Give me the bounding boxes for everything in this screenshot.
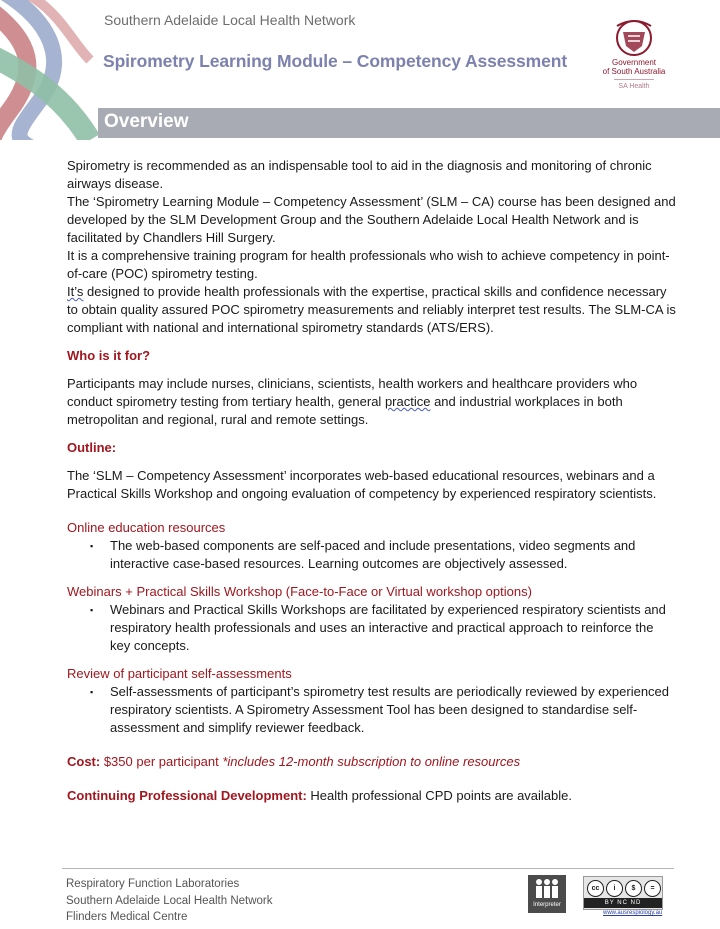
footer-line-2: Southern Adelaide Local Health Network — [66, 894, 273, 907]
section-title-review: Review of participant self-assessments — [67, 666, 292, 681]
overview-paragraph-4 — [67, 283, 677, 337]
sa-government-logo — [594, 18, 674, 94]
no-derivatives-icon: = — [644, 880, 661, 897]
document-title: Spirometry Learning Module – Competency Assessment — [103, 51, 568, 71]
helix-decoration — [0, 0, 100, 140]
overview-paragraph-4-text: designed to provide health professionals with the expertise, practical skills and confidence necessary to obtain quality assured POC spirometry measurements and reliably interpret test results. The SLM-CA is compliant with national and international spirometry standards (ATS/ERS). — [67, 284, 676, 335]
overview-paragraph-1: Spirometry is recommended as an indispensable tool to aid in the diagnosis and monitoring of chronic airways disease. — [67, 158, 652, 191]
who-text-a: Participants may include nurses, clinicians, scientists, health workers and healthcare providers who conduct spirometry testing from tertiary health, general — [67, 376, 638, 409]
cost-label: Cost: — [67, 754, 101, 769]
bullet-text-online: The web-based components are self-paced and include presentations, video segments and interactive case-based resources. Learning outcomes are objectively assessed. — [110, 538, 636, 571]
who-paragraph — [67, 375, 677, 429]
spellcheck-word: It’s — [67, 284, 84, 299]
overview-paragraph-2: The ‘Spirometry Learning Module – Competency Assessment’ (SLM – CA) course has been designed and developed by the SLM Development Group and the Southern Adelaide Local Health Network and is facilitated by Chandlers Hill Surgery. — [67, 194, 676, 245]
interpreter-icon — [528, 875, 566, 913]
cost-value: $350 per participant — [100, 754, 223, 769]
interpreter-label: Interpreter — [533, 902, 561, 908]
outline-paragraph: The ‘SLM – Competency Assessment’ incorporates web-based educational resources, webinars and a Practical Skills Workshop and ongoing evaluation of competency by experienced respiratory scientists. — [67, 468, 657, 501]
overview-paragraph-3: It is a comprehensive training program for health professionals who wish to achieve competency in point-of-care (POC) spirometry testing. — [67, 248, 670, 281]
cpd-line — [67, 787, 677, 805]
attribution-icon: i — [606, 880, 623, 897]
footer-line-1: Respiratory Function Laboratories — [66, 878, 240, 890]
who-heading: Who is it for? — [67, 348, 151, 363]
cc-link[interactable]: www.ausrespiology.au — [603, 910, 663, 916]
section-title-online: Online education resources — [67, 520, 226, 535]
page-header — [0, 0, 720, 140]
cc-license-tags: BY NC ND — [584, 898, 662, 908]
cc-icon: cc — [587, 880, 604, 897]
bullet-icon: ▪ — [90, 687, 94, 697]
cpd-label: Continuing Professional Development: — [67, 788, 307, 803]
logo-text-state: of South Australia — [602, 67, 666, 76]
list-item — [67, 683, 677, 737]
bullet-text-review: Self-assessments of participant’s spirometry test results are periodically reviewed by experienced respiratory scientists. A Spirometry Assessment Tool has been designed to standardise self-assessment and simplify reviewer feedback. — [110, 684, 670, 735]
footer-divider — [62, 868, 674, 869]
main-content — [67, 157, 677, 805]
non-commercial-icon: $ — [625, 880, 642, 897]
org-name: Southern Adelaide Local Health Network — [104, 12, 356, 28]
logo-text-sa-health: SA Health — [618, 83, 650, 90]
overview-banner — [98, 108, 720, 138]
outline-heading: Outline: — [67, 440, 117, 455]
list-item — [67, 601, 677, 655]
who-text-b: and industrial workplaces in both metropolitan and regional, rural and remote settings. — [67, 394, 623, 427]
cpd-text: Health professional CPD points are available. — [306, 788, 572, 803]
people-icon — [528, 877, 566, 901]
bullet-text-webinars: Webinars and Practical Skills Workshops are facilitated by experienced respiratory scientists and respiratory health professionals and uses an interactive and practical approach to reinforce the key concepts. — [110, 602, 666, 653]
list-item — [67, 537, 677, 573]
cost-note: *includes 12-month subscription to online resources — [222, 754, 521, 769]
logo-divider — [614, 79, 654, 80]
footer-address — [66, 876, 273, 926]
logo-text-government: Government — [611, 58, 657, 67]
section-title-webinars: Webinars + Practical Skills Workshop (Face-to-Face or Virtual workshop options) — [67, 584, 532, 599]
bullet-icon: ▪ — [90, 541, 94, 551]
cost-line — [67, 753, 677, 771]
creative-commons-badge[interactable] — [583, 876, 663, 910]
spellcheck-word-practice: practice — [384, 394, 431, 409]
overview-banner-title: Overview — [104, 111, 189, 132]
bullet-icon: ▪ — [90, 605, 94, 615]
crest-icon — [611, 18, 657, 60]
footer-line-3: Flinders Medical Centre — [66, 911, 188, 923]
